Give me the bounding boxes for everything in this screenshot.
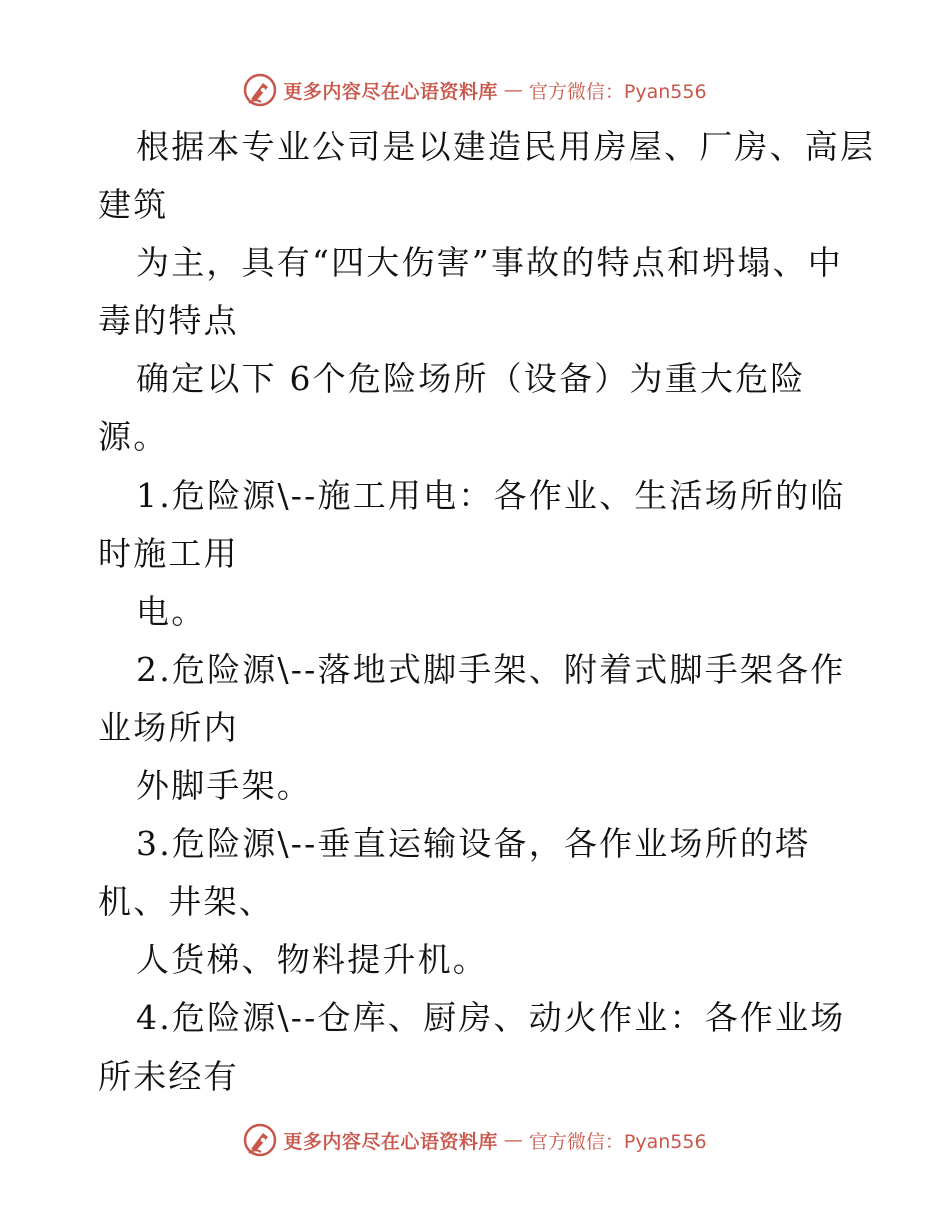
body-line-4: 毒的特点 [98, 301, 239, 341]
body-line-10: 2.危险源\--落地式脚手架、附着式脚手架各作 [136, 649, 846, 689]
footer-brand-text: 更多内容尽在心语资料库 [283, 1130, 498, 1153]
header-dash: — [503, 79, 523, 101]
body-line-8: 时施工用 [98, 533, 239, 573]
body-line-17: 所未经有 [98, 1056, 239, 1096]
body-line-7: 1.危险源\--施工用电：各作业、生活场所的临 [136, 475, 846, 515]
footer-dash: — [503, 1129, 523, 1151]
body-line-3: 为主，具有“四大伤害”事故的特点和坍塌、中 [136, 243, 843, 283]
header-brand-text: 更多内容尽在心语资料库 [283, 80, 498, 103]
pen-nib-circle-icon [243, 1123, 277, 1157]
footer-banner [0, 1120, 950, 1160]
body-line-11: 业场所内 [98, 707, 239, 747]
body-line-1: 根据本专业公司是以建造民用房屋、厂房、高层 [136, 127, 876, 166]
body-line-12: 外脚手架。 [136, 766, 312, 806]
body-line-14: 机、井架、 [98, 882, 274, 922]
body-line-6: 源。 [98, 417, 169, 457]
header-banner [0, 70, 950, 110]
body-line-16: 4.危险源\--仓库、厨房、动火作业：各作业场 [136, 998, 846, 1038]
body-line-9: 电。 [136, 591, 207, 631]
body-line-15: 人货梯、物料提升机。 [136, 940, 488, 980]
body-line-5: 确定以下 6个危险场所（设备）为重大危险 [136, 359, 806, 399]
document-body [98, 118, 876, 1106]
pen-nib-circle-icon [243, 73, 277, 107]
body-line-2: 建筑 [98, 185, 169, 225]
footer-wechat-text: 官方微信：Pyan556 [528, 1130, 707, 1153]
header-wechat-text: 官方微信：Pyan556 [528, 80, 707, 103]
body-line-13: 3.危险源\--垂直运输设备，各作业场所的塔 [136, 824, 811, 864]
